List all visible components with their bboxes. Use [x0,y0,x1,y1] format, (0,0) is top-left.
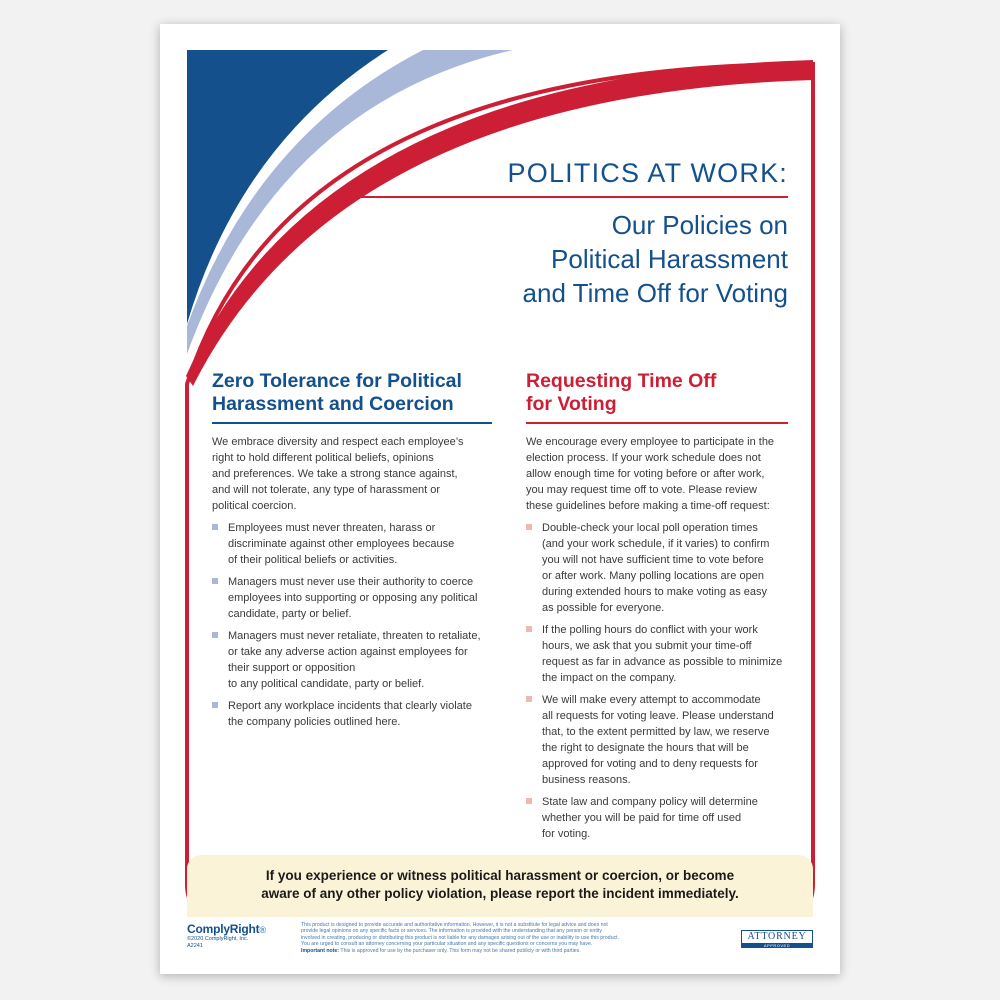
intro-line: election process. If your work schedule does not [526,452,761,464]
heading-line: Requesting Time Off [526,370,717,392]
page-subtitle [348,208,788,310]
badge-title: ATTORNEY [747,931,807,942]
intro-line: and will not tolerate, any type of harassment or [212,484,441,496]
fine-print-line: You are urged to consult an attorney concerning your particular situation and any specific questions or concerns you may have. [301,941,593,948]
item-line: If the polling hours do conflict with your work [542,624,758,636]
square-bullet-icon [212,578,218,584]
footer [187,920,813,964]
item-line: during extended hours to make voting as easy [542,586,768,598]
heading-line: Zero Tolerance for Political [212,370,462,392]
item-line: the right to designate the hours that will be [542,742,749,754]
intro-line: political coercion. [212,500,297,512]
zero-tolerance-section [212,370,492,730]
section-intro [212,434,492,514]
square-bullet-icon [526,696,532,702]
intro-line: right to hold different political beliefs, opinions [212,452,434,464]
fine-print-line: provide legal opinions on any specific facts or services. The information is provided with the understanding that any person or entity [301,928,602,935]
list-item [526,520,788,616]
item-line: approved for voting and to deny requests for [542,758,758,770]
item-line: (and your work schedule, if it varies) to confirm [542,538,770,550]
item-line: you will not have sufficient time to vote before [542,554,764,566]
important-label: Important note: [301,947,340,954]
notice-line: If you experience or witness political harassment or coercion, or become [265,868,735,883]
logo-text: ComplyRight [187,922,260,936]
heading-line: for Voting [526,393,617,415]
item-line: or after work. Many polling locations are open [542,570,764,582]
item-line: We will make every attempt to accommodate [542,694,761,706]
registered-mark: ® [259,925,266,935]
important-note [301,948,731,954]
legal-fine-print [301,922,731,954]
time-off-voting-section [526,370,788,842]
item-line: candidate, party or belief. [228,608,352,620]
list-item [526,622,788,686]
item-line: employees into supporting or opposing any political [228,592,478,604]
item-line: the company policies outlined here. [228,716,401,728]
item-line: discriminate against other employees because [228,538,455,550]
section-intro [526,434,788,514]
product-code: A2241 [187,943,203,949]
important-text: This is approved for use by the purchaser only. This form may not be shared publicly or with third parties. [340,947,581,954]
list-item [212,628,492,692]
subtitle-line: and Time Off for Voting [522,278,788,308]
item-line: or take any adverse action against employees for [228,646,468,658]
intro-line: you may request time off to vote. Please review [526,484,757,496]
fine-print-line: This product is designed to provide accurate and authoritative information. However, it is not a substitute for legal advice and does not [301,922,608,928]
attorney-approved-badge [741,930,813,948]
guideline-list [526,520,788,842]
square-bullet-icon [526,626,532,632]
item-line: State law and company policy will determine [542,796,758,808]
item-line: Employees must never threaten, harass or [228,522,436,534]
item-line: Report any workplace incidents that clearly violate [228,700,472,712]
page-title: POLITICS AT WORK: [348,156,788,198]
fine-print-line: involved in creating, producing or distributing this product is not liable for any damages arising out of the use or inability to use this product. [301,934,620,941]
list-item [526,794,788,842]
item-line: the impact on the company. [542,672,677,684]
list-item [212,574,492,622]
list-item [526,692,788,788]
square-bullet-icon [526,798,532,804]
subtitle-line: Political Harassment [551,244,788,274]
item-line: Managers must never use their authority to coerce [228,576,474,588]
intro-line: these guidelines before making a time-off request: [526,500,770,512]
section-heading [526,370,788,424]
heading-line: Harassment and Coercion [212,393,454,415]
item-line: their support or opposition [228,662,356,674]
copyright-text: ©2020 ComplyRight, Inc. [187,936,249,942]
notice-line: aware of any other policy violation, please report the incident immediately. [261,886,739,901]
item-line: that, to the extent permitted by law, we reserve [542,726,770,738]
policy-list [212,520,492,730]
intro-line: allow enough time for voting before or after work, [526,468,765,480]
item-line: to any political candidate, party or belief. [228,678,425,690]
intro-line: We encourage every employee to participate in the [526,436,775,448]
section-heading [212,370,492,424]
item-line: business reasons. [542,774,631,786]
item-line: request as far in advance as possible to minimize [542,656,783,668]
list-item [212,698,492,730]
complyright-logo [187,922,287,950]
square-bullet-icon [526,524,532,530]
item-line: for voting. [542,828,591,840]
intro-line: and preferences. We take a strong stance against, [212,468,458,480]
square-bullet-icon [212,524,218,530]
square-bullet-icon [212,632,218,638]
report-notice-banner [187,855,813,917]
list-item [212,520,492,568]
item-line: Double-check your local poll operation times [542,522,758,534]
intro-line: We embrace diversity and respect each employee’s [212,436,464,448]
item-line: of their political beliefs or activities. [228,554,398,566]
title-block [348,156,788,310]
subtitle-line: Our Policies on [611,210,788,240]
item-line: as possible for everyone. [542,602,665,614]
item-line: hours, we ask that you submit your time-off [542,640,752,652]
item-line: all requests for voting leave. Please understand [542,710,774,722]
square-bullet-icon [212,702,218,708]
poster [160,24,840,974]
logo-wordmark [187,922,287,936]
badge-subtitle: APPROVED [742,943,812,948]
item-line: Managers must never retaliate, threaten to retaliate, [228,630,481,642]
item-line: whether you will be paid for time off used [542,812,742,824]
